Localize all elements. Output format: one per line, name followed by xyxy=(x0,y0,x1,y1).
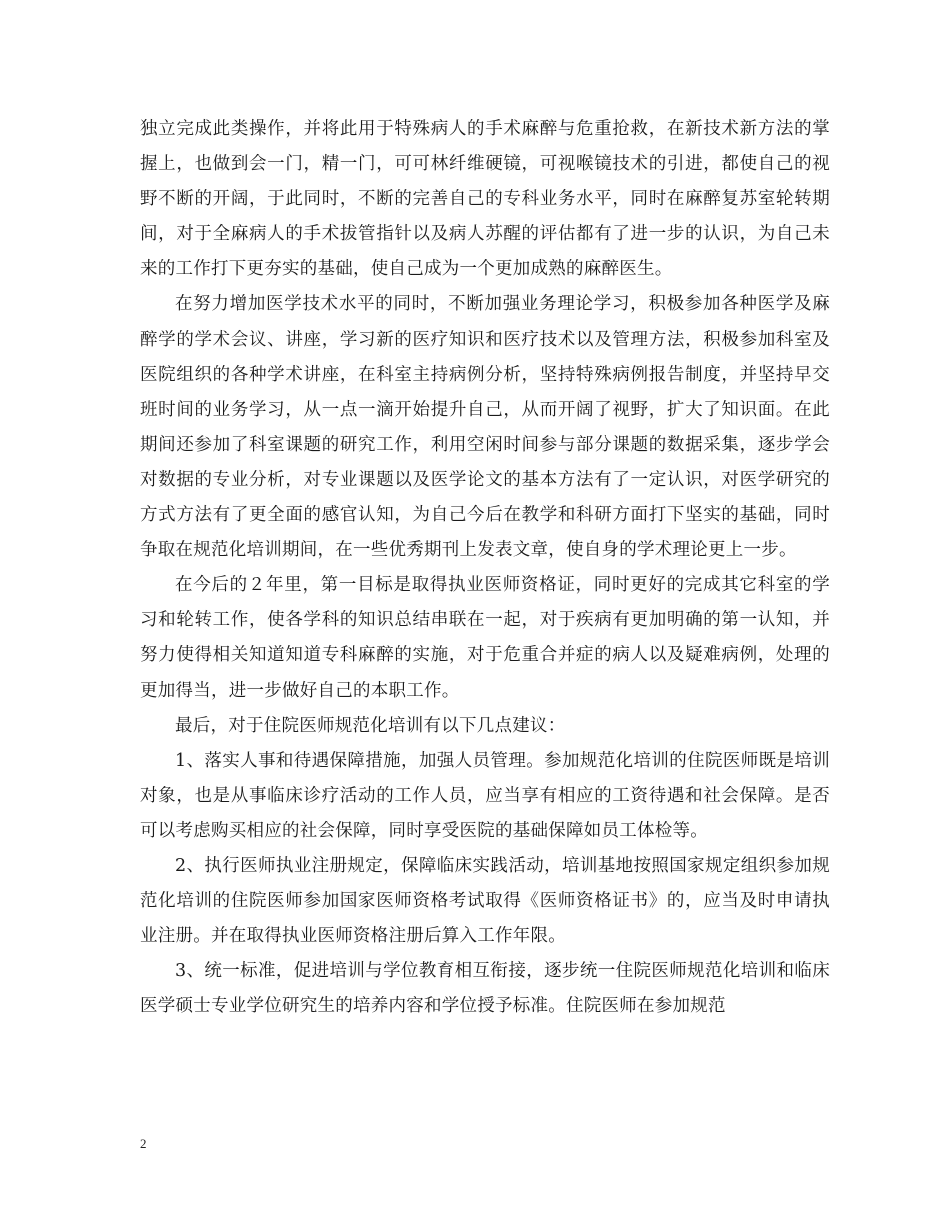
body-text xyxy=(140,112,830,1024)
paragraph-4: 最后，对于住院医师规范化培训有以下几点建议： xyxy=(175,715,566,736)
paragraph-2: 在努力增加医学技术水平的同时，不断加强业务理论学习，积极参加各种医学及麻醉学的学术会议、讲座，学习新的医疗知识和医疗技术以及管理方法，积极参加科室及医院组织的各种学术讲座，在科室主持病例分析，坚持特殊病例报告制度，并坚持早交班时间的业务学习，从一点一滴开始提升自己，从而开阔了视野，扩大了知识面。在此期间还参加了科室课题的研究工作，利用空闲时间参与部分课题的数据采集，逐步学会对数据的专业分析，对专业课题以及医学论文的基本方法有了一定认识，对医学研究的方式方法有了更全面的感官认知，为自己今后在教学和科研方面打下坚实的基础，同时争取在规范化培训期间，在一些优秀期刊上发表文章，使自身的学术理论更上一步。 xyxy=(140,294,830,561)
paragraph-1: 独立完成此类操作，并将此用于特殊病人的手术麻醉与危重抢救，在新技术新方法的掌握上，也做到会一门，精一门，可可林纤维硬镜，可视喉镜技术的引进，都使自己的视野不断的开阔，于此同时，不断的完善自己的专科业务水平，同时在麻醉复苏室轮转期间，对于全麻病人的手术拔管指针以及病人苏醒的评估都有了进一步的认识，为自己未来的工作打下更夯实的基础，使自己成为一个更加成熟的麻醉医生。 xyxy=(140,119,830,280)
paragraph-5: 1、落实人事和待遇保障措施，加强人员管理。参加规范化培训的住院医师既是培训对象，也是从事临床诊疗活动的工作人员，应当享有相应的工资待遇和社会保障。是否可以考虑购买相应的社会保障，同时享受医院的基础保障如员工体检等。 xyxy=(140,750,830,841)
paragraph-6: 2、执行医师执业注册规定，保障临床实践活动，培训基地按照国家规定组织参加规范化培训的住院医师参加国家医师资格考试取得《医师资格证书》的，应当及时申请执业注册。并在取得执业医师资格注册后算入工作年限。 xyxy=(140,855,830,947)
page-number: 2 xyxy=(140,1136,147,1151)
paragraph-3: 在今后的２年里，第一目标是取得执业医师资格证，同时更好的完成其它科室的学习和轮转工作，使各学科的知识总结串联在一起，对于疾病有更加明确的第一认知，并努力使得相关知道知道专科麻醉的实施，对于危重合并症的病人以及疑难病例，处理的更加得当，进一步做好自己的本职工作。 xyxy=(140,575,830,701)
paragraph-7: 3、统一标准，促进培训与学位教育相互衔接，逐步统一住院医师规范化培训和临床医学硕士专业学位研究生的培养内容和学位授予标准。住院医师在参加规范 xyxy=(140,961,830,1017)
